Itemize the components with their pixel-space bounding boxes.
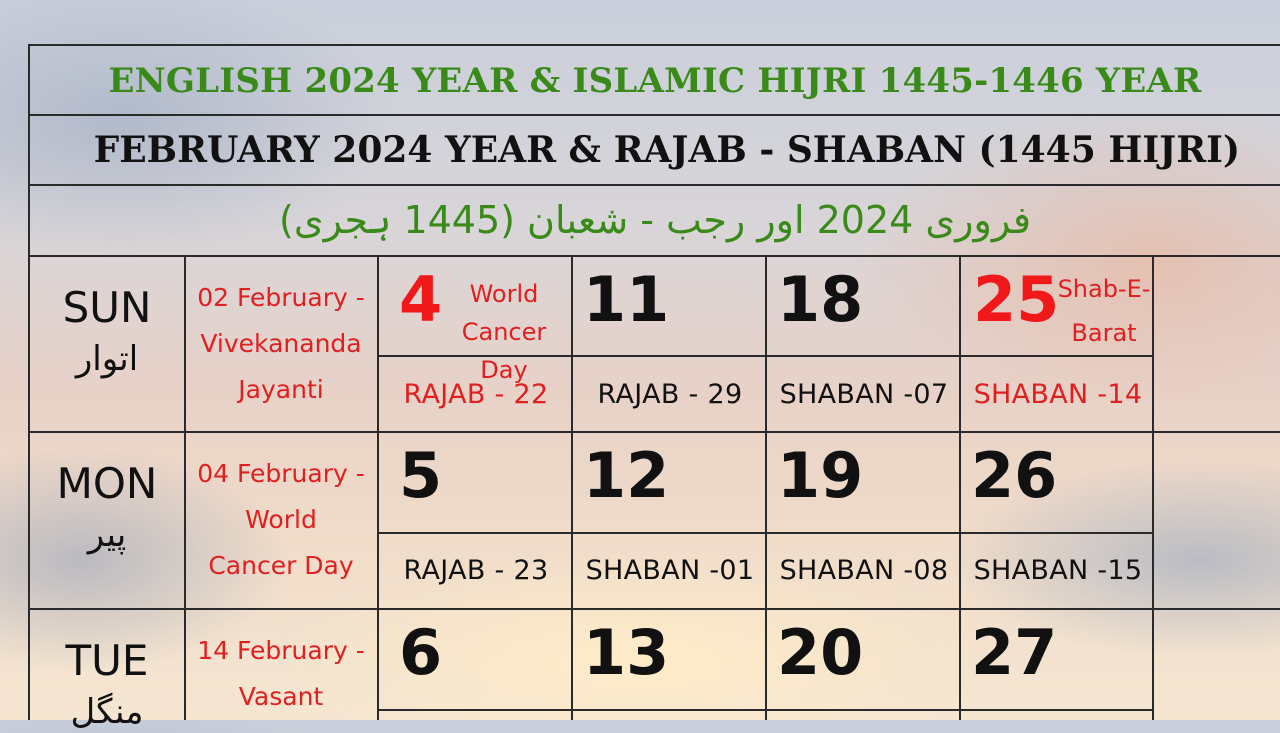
- hijri-date: RAJAB - 22: [403, 378, 549, 410]
- grid-line: [28, 608, 1280, 610]
- date-note-line: Barat: [1071, 319, 1137, 347]
- grid-line: [959, 255, 961, 720]
- grid-line: [765, 255, 767, 720]
- grid-line: [571, 255, 573, 720]
- date-number: 18: [777, 263, 864, 336]
- date-number: 11: [583, 263, 670, 336]
- day-name-en: MON: [56, 459, 158, 508]
- month-title: FEBRUARY 2024 YEAR & RAJAB - SHABAN (1445 HIJRI): [93, 129, 1240, 171]
- date-number: 20: [777, 616, 864, 689]
- event-line: 04 February -: [197, 459, 365, 488]
- date-number: 5: [399, 439, 443, 512]
- hijri-date: RAJAB - 29: [597, 378, 743, 410]
- date-note-line: Shab-E-: [1057, 275, 1151, 303]
- event-line: World: [245, 505, 317, 534]
- date-number: 4: [399, 263, 443, 336]
- day-name-en: TUE: [65, 636, 149, 685]
- grid-line: [377, 255, 379, 720]
- date-number: 26: [971, 439, 1058, 512]
- event-line: Vasant: [238, 682, 324, 711]
- date-number: 12: [583, 439, 670, 512]
- day-name-urdu: منگل: [70, 692, 144, 733]
- hijri-date: SHABAN -14: [973, 378, 1143, 410]
- event-line: 02 February -: [197, 283, 365, 312]
- date-note-line: Cancer Day: [461, 318, 547, 384]
- grid-line: [28, 431, 1280, 433]
- date-number: 25: [973, 263, 1060, 336]
- date-note: [1055, 267, 1153, 355]
- event-list: [186, 451, 376, 589]
- day-name-urdu: اتوار: [75, 339, 139, 380]
- grid-line: [28, 44, 1280, 46]
- hijri-date: RAJAB - 23: [403, 554, 549, 586]
- day-name-urdu: پیر: [87, 515, 127, 556]
- day-name-en: SUN: [62, 283, 152, 332]
- urdu-title: فروری 2024 اور رجب - شعبان (1445 ہجری): [279, 198, 1031, 242]
- grid-line: [28, 255, 1280, 257]
- event-list: [186, 275, 376, 413]
- day-name-cell: [30, 638, 184, 733]
- date-note-line: World: [469, 280, 539, 308]
- day-name-cell: [30, 285, 184, 380]
- event-list: [186, 628, 376, 720]
- date-number: 27: [971, 616, 1058, 689]
- main-title: ENGLISH 2024 YEAR & ISLAMIC HIJRI 1445-1446 YEAR: [108, 61, 1202, 101]
- event-line: Cancer Day: [208, 551, 354, 580]
- date-number: 6: [399, 616, 443, 689]
- day-name-cell: [30, 461, 184, 556]
- hijri-date: SHABAN -08: [779, 554, 949, 586]
- date-number: 19: [777, 439, 864, 512]
- hijri-date: SHABAN -07: [779, 378, 949, 410]
- event-line: 14 February -: [197, 636, 365, 665]
- event-line: Jayanti: [238, 375, 324, 404]
- hijri-date: SHABAN -01: [585, 554, 755, 586]
- date-number: 13: [583, 616, 670, 689]
- hijri-date: SHABAN -15: [973, 554, 1143, 586]
- event-line: Vivekananda: [200, 329, 362, 358]
